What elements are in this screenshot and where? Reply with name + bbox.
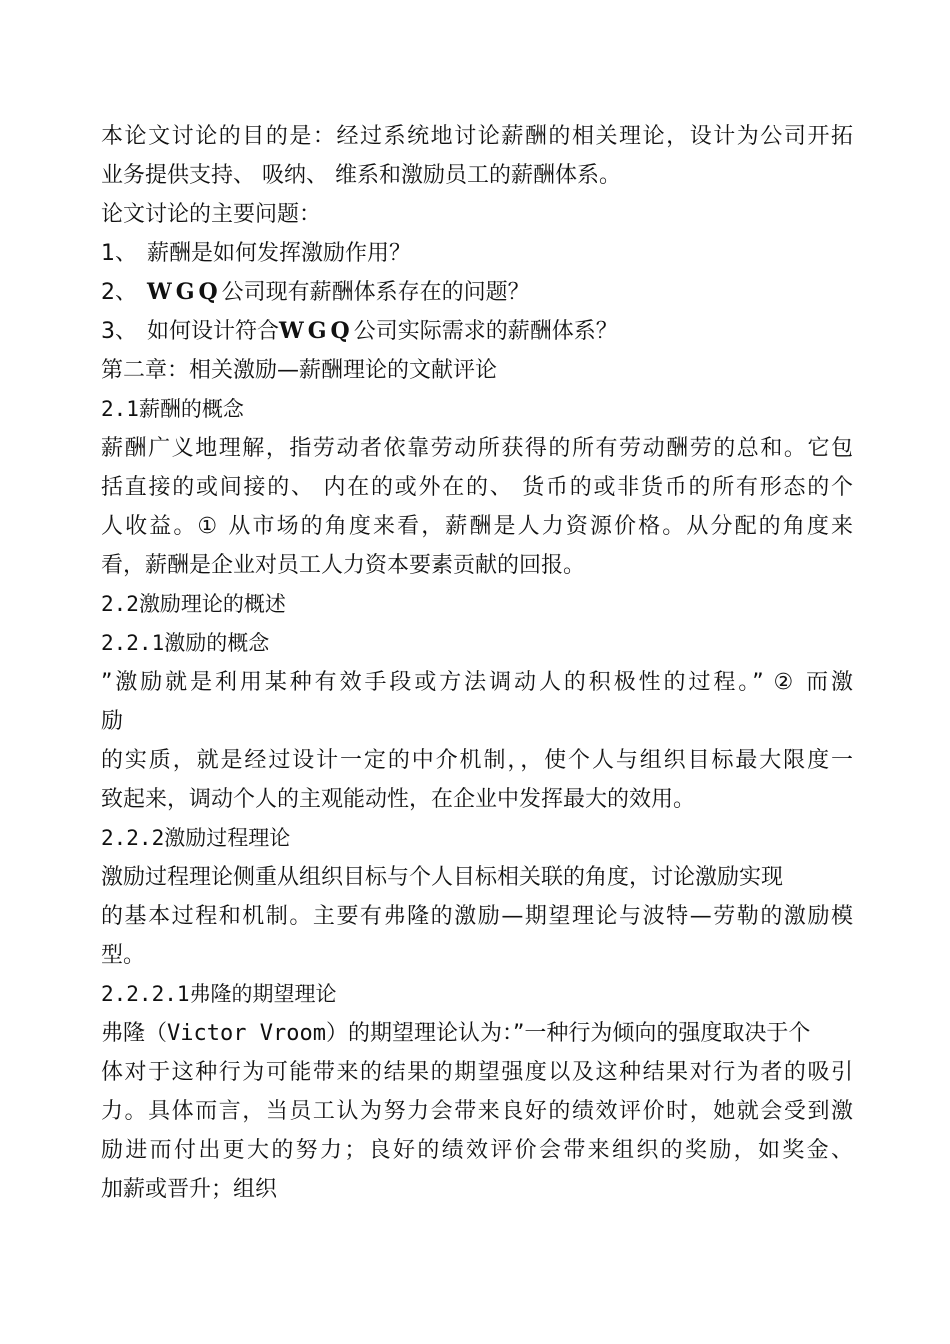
paragraph-line: 看，薪酬是企业对员工人力资本要素贡献的回报。: [101, 553, 586, 578]
paragraph-line: [101, 1014, 853, 1053]
paragraph-line: 励: [101, 709, 124, 734]
paragraph-line: 型。: [101, 943, 146, 968]
paragraph-line: 励进而付出更大的努力；良好的绩效评价会带来组织的奖励，如奖金、: [101, 1138, 853, 1163]
section-number: 2.2.1: [101, 631, 165, 655]
paragraph-line: 加薪或晋升；组织: [101, 1177, 278, 1202]
paragraph-line: 本论文讨论的目的是：经过系统地讨论薪酬的相关理论，设计为公司开拓: [101, 124, 853, 149]
list-item-text: 公司现有薪酬体系存在的问题？: [221, 280, 530, 305]
paragraph-line: 薪酬广义地理解，指劳动者依靠劳动所获得的所有劳动酬劳的总和。它包: [101, 436, 853, 461]
section-title: 激励过程理论: [164, 826, 291, 850]
list-number: 2、: [101, 280, 137, 305]
paragraph-line: 的实质，就是经过设计一定的中介机制，，使个人与组织目标最大限度一: [101, 748, 853, 773]
list-item: [101, 234, 853, 273]
list-number: 3、: [101, 319, 137, 344]
paragraph-line: 致起来，调动个人的主观能动性，在企业中发挥最大的效用。: [101, 787, 696, 812]
list-item-text: 如何设计符合: [147, 319, 280, 344]
english-name: Victor Vroom: [167, 1021, 326, 1046]
subsection-heading: [101, 819, 853, 858]
paragraph-line: ”激励就是利用某种有效手段或方法调动人的积极性的过程。” ② 而激: [101, 670, 853, 695]
company-name: WGQ: [279, 318, 354, 344]
section-number: 2.1: [101, 397, 139, 421]
list-number: 1、: [101, 241, 137, 266]
list-item: [101, 312, 853, 351]
list-item-text: 公司实际需求的薪酬体系？: [353, 319, 618, 344]
list-item-text: 薪酬是如何发挥激励作用？: [147, 241, 412, 266]
section-heading: [101, 390, 853, 429]
section-title: 弗隆的期望理论: [189, 982, 337, 1006]
paragraph-line: 的基本过程和机制。主要有弗隆的激励—期望理论与波特—劳勒的激励模: [101, 904, 853, 929]
paragraph-text: 弗隆（: [101, 1021, 168, 1046]
paragraph-line: 体对于这种行为可能带来的结果的期望强度以及这种结果对行为者的吸引: [101, 1060, 853, 1085]
chapter-heading: 第二章：相关激励—薪酬理论的文献评论: [101, 358, 498, 383]
section-title: 激励的概念: [164, 631, 270, 655]
section-number: 2.2.2: [101, 826, 165, 850]
section-heading: [101, 585, 853, 624]
document-page: [101, 117, 853, 1209]
section-title: 薪酬的概念: [138, 397, 244, 421]
paragraph-text: ）的期望理论认为：”一种行为倾向的强度取决于个: [325, 1021, 811, 1046]
paragraph-line: 人收益。① 从市场的角度来看，薪酬是人力资源价格。从分配的角度来: [101, 514, 853, 539]
paragraph-line: 括直接的或间接的、 内在的或外在的、 货币的或非货币的所有形态的个: [101, 475, 853, 500]
subsubsection-heading: [101, 975, 853, 1014]
paragraph-line: 力。具体而言，当员工认为努力会带来良好的绩效评价时，她就会受到激: [101, 1099, 853, 1124]
section-number: 2.2: [101, 592, 139, 616]
section-number: 2.2.2.1: [101, 982, 190, 1006]
subsection-heading: [101, 624, 853, 663]
company-name: WGQ: [147, 279, 222, 305]
paragraph-line: 论文讨论的主要问题：: [101, 202, 322, 227]
list-item: [101, 273, 853, 312]
paragraph-line: 激励过程理论侧重从组织目标与个人目标相关联的角度，讨论激励实现: [101, 865, 784, 890]
section-title: 激励理论的概述: [138, 592, 286, 616]
paragraph-line: 业务提供支持、 吸纳、 维系和激励员工的薪酬体系。: [101, 163, 621, 188]
